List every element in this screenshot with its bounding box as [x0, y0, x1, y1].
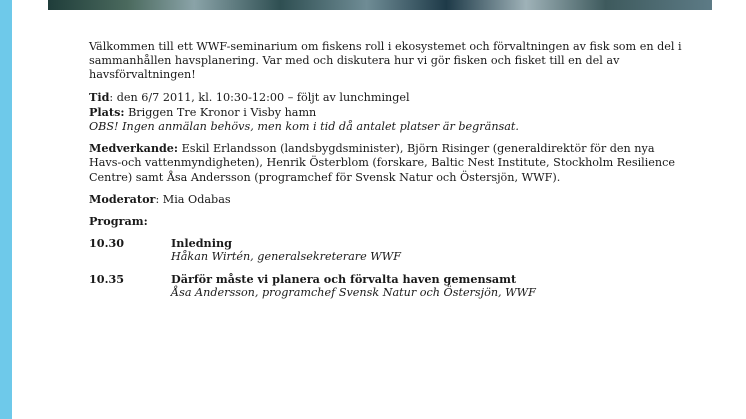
event-details [89, 90, 689, 135]
participants-text: Eskil Erlandsson (landsbygdsminister), Björn Risinger (generaldirektör för den nya Havs-och vattenmyndigheten), Henrik Österblom (forskare, Baltic Nest Institute, Stockholm Resilience Centre) samt Åsa Andersson (programchef för Svensk Natur och Östersjön, WWF). [89, 142, 676, 184]
program-body [171, 236, 401, 264]
place-line [89, 105, 689, 120]
left-accent-bar [0, 0, 12, 419]
place-label: Plats: [89, 104, 125, 119]
time-value: : den 6/7 2011, kl. 10:30-12:00 – följt av lunchmingel [109, 90, 410, 104]
program-heading: Program: [89, 214, 148, 229]
time-line [89, 90, 689, 105]
program-time: 10.30 [89, 236, 125, 251]
participants-paragraph [89, 141, 689, 185]
program-item [89, 272, 689, 300]
program-speaker: Åsa Andersson, programchef Svensk Natur och Östersjön, WWF [171, 285, 536, 299]
place-value: Briggen Tre Kronor i Visby hamn [124, 105, 317, 119]
header-image [48, 0, 712, 10]
intro-paragraph: Välkommen till ett WWF-seminarium om fiskens roll i ekosystemet och förvaltningen av fisk som en del i sammanhållen havsplanering. Var med och diskutera hur vi gör fisken och fisket till en del av havsförvaltningen! [89, 40, 682, 82]
time-label: Tid [89, 89, 110, 104]
program-item [89, 236, 689, 264]
participants-label: Medverkande: [89, 141, 179, 156]
program-time: 10.35 [89, 271, 125, 286]
article-content [89, 40, 689, 307]
program-body [171, 272, 536, 300]
program-speaker: Håkan Wirtén, generalsekreterare WWF [171, 250, 402, 264]
obs-note: OBS! Ingen anmälan behövs, men kom i tid då antalet platser är begränsat. [89, 120, 519, 134]
moderator-line [89, 192, 689, 207]
moderator-value: : Mia Odabas [155, 192, 231, 206]
moderator-label: Moderator [89, 191, 156, 206]
program-title: Inledning [171, 236, 232, 251]
program-title: Därför måste vi planera och förvalta haven gemensamt [171, 271, 517, 286]
